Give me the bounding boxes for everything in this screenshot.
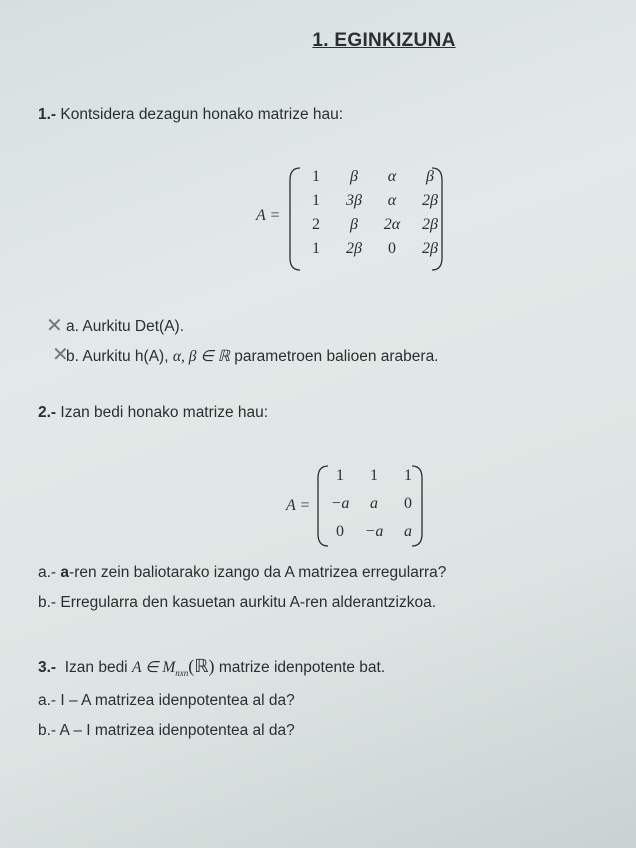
matrix-1-cell-3-0: 1: [312, 240, 320, 257]
matrix-1-cell-1-0: 1: [312, 192, 320, 209]
question-2-number: 2.-: [38, 404, 57, 421]
matrix-2-cell-0-0: 1: [336, 467, 344, 484]
question-1-a: a. Aurkitu Det(A).: [66, 318, 185, 335]
matrix-1-cell-1-2: α: [387, 192, 397, 209]
matrix-2-cell-2-0: 0: [336, 523, 344, 540]
question-2-a-rest: -ren zein baliotarako izango da A matrizea erregularra?: [69, 564, 447, 581]
matrix-1-cell-1-3: 2β: [422, 192, 438, 209]
question-1-b-prefix: b. Aurkitu h(A),: [66, 348, 173, 365]
matrix-1-cell-3-3: 2β: [422, 240, 438, 257]
matrix-2-cell-1-0: −a: [330, 495, 350, 512]
matrix-1-cell-2-2: 2α: [383, 216, 401, 233]
question-3-math-main: A ∈ M: [131, 659, 176, 676]
cross-mark-b: ✕: [52, 344, 69, 366]
question-3: [38, 656, 385, 678]
page-title: 1. EGINKIZUNA: [312, 30, 456, 51]
matrix-2-cell-2-2: a: [404, 523, 412, 540]
question-3-a: a.- I – A matrizea idenpotentea al da?: [38, 692, 295, 709]
question-1-text: Kontsidera dezagun honako matrize hau:: [60, 106, 344, 123]
matrix-1-cell-2-3: 2β: [422, 216, 438, 233]
question-3-math-sub: nxn: [175, 668, 189, 679]
matrix-1-label: A =: [256, 207, 281, 224]
matrix-1-cell-0-0: 1: [312, 168, 320, 185]
matrix-2-cell-1-2: 0: [404, 495, 412, 512]
matrix-1-cell-2-1: β: [350, 216, 358, 233]
question-1-b-suffix: parametroen balioen arabera.: [229, 348, 439, 365]
matrix-2-cell-0-2: 1: [404, 467, 412, 484]
question-1-b-math: α, β ∈ ℝ: [172, 348, 230, 365]
question-3-math-field: (ℝ): [188, 656, 215, 676]
question-3-number: 3.-: [38, 659, 57, 676]
question-2-a-bold: a: [60, 564, 70, 581]
matrix-2-cell-0-1: 1: [370, 467, 378, 484]
matrix-1-cell-3-2: 0: [388, 240, 396, 257]
cross-mark-a: ✕: [46, 315, 63, 337]
question-2-text: Izan bedi honako matrize hau:: [60, 404, 269, 421]
matrix-1-cell-0-1: β: [350, 168, 358, 185]
question-3-text-suffix: matrize idenpotente bat.: [214, 659, 386, 676]
matrix-1-cell-2-0: 2: [312, 216, 320, 233]
matrix-2-cell-1-1: a: [370, 495, 378, 512]
question-2-a-prefix: a.-: [38, 564, 61, 581]
question-2-b: b.- Erregularra den kasuetan aurkitu A-ren alderantzizkoa.: [38, 594, 437, 611]
matrix-1-cell-1-1: 3β: [346, 192, 362, 209]
question-1-number: 1.-: [38, 106, 57, 123]
matrix-2-label: A =: [286, 497, 311, 514]
question-3-b: b.- A – I matrizea idenpotentea al da?: [38, 722, 295, 739]
matrix-1-cell-3-1: 2β: [346, 240, 362, 257]
matrix-1-cell-0-2: α: [387, 168, 397, 185]
question-3-text-prefix: Izan bedi: [64, 659, 132, 676]
matrix-1-cell-0-3: β: [426, 168, 434, 185]
question-2-a: [38, 564, 446, 582]
matrix-2-cell-2-1: −a: [364, 523, 384, 540]
